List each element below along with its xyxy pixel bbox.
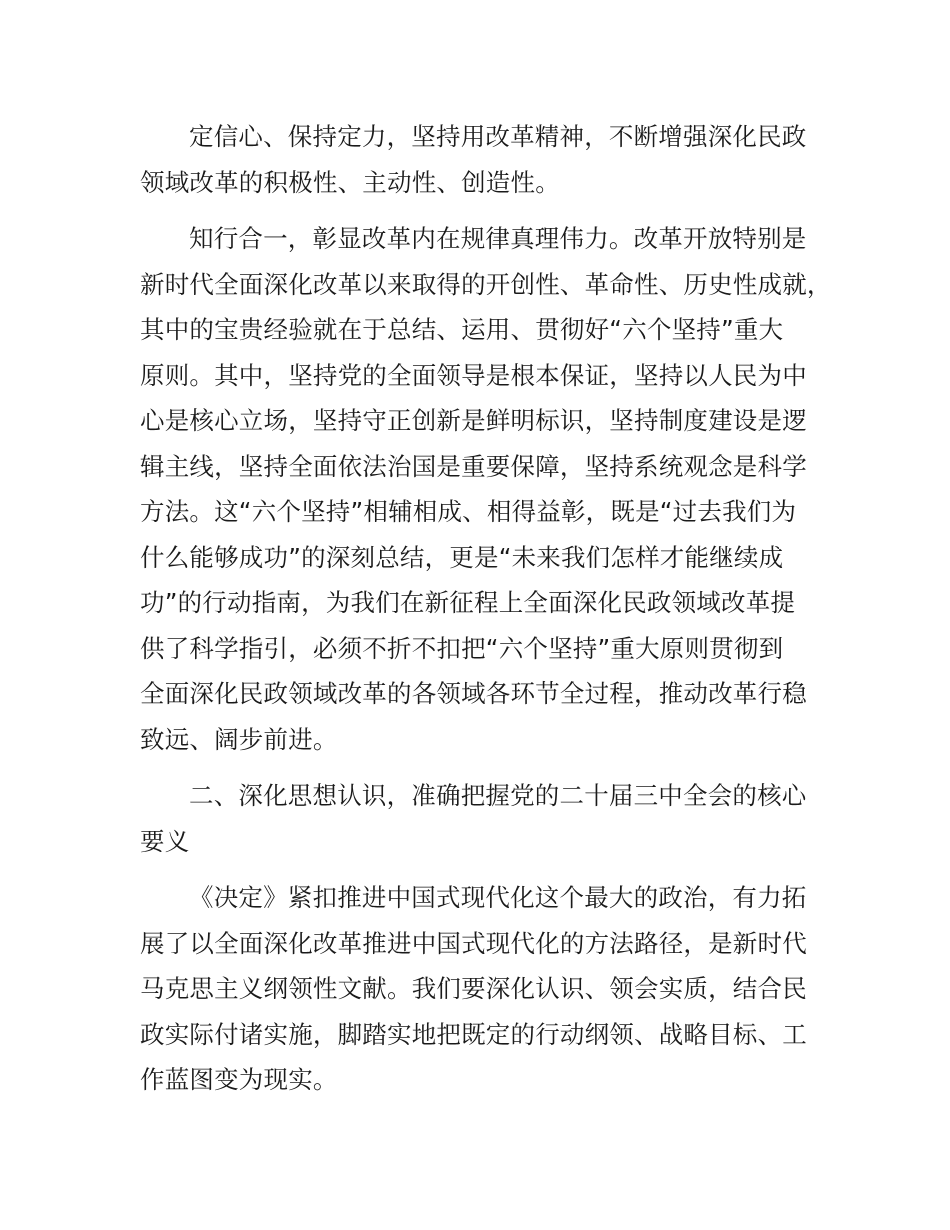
text-line: 功”的行动指南，为我们在新征程上全面深化民政领域改革提: [140, 588, 796, 617]
section-heading-2: [140, 773, 840, 864]
text-line: 知行合一，彰显改革内在规律真理伟力。改革开放特别是: [189, 224, 807, 253]
text-line: 辑主线，坚持全面依法治国是重要保障，坚持系统观念是科学: [140, 451, 807, 481]
text-line: 展了以全面深化改革推进中国式现代化的方法路径，是新时代: [140, 928, 807, 958]
text-line: 作蓝图变为现实。: [140, 1065, 338, 1094]
document-body: [140, 114, 840, 1114]
text-line: 方法。这“六个坚持”相辅相成、相得益彰，既是“过去我们为: [140, 497, 797, 526]
text-line: 致远、阔步前进。: [140, 724, 338, 754]
text-line: 定信心、保持定力，坚持用改革精神，不断增强深化民政: [189, 122, 807, 151]
text-line: 新时代全面深化改革以来取得的开创性、革命性、历史性成就，: [140, 269, 832, 299]
text-line: 领域改革的积极性、主动性、创造性。: [140, 167, 560, 197]
text-line: 二、深化思想认识，准确把握党的二十届三中全会的核心: [189, 781, 807, 810]
paragraph-2: [140, 216, 840, 762]
paragraph-1: [140, 114, 840, 205]
text-line: 《决定》紧扣推进中国式现代化这个最大的政治，有力拓: [189, 883, 807, 912]
paragraph-4: [140, 875, 840, 1103]
text-line: 政实际付诸实施，脚踏实地把既定的行动纲领、战略目标、工: [140, 1019, 807, 1049]
text-line: 什么能够成功”的深刻总结，更是“未来我们怎样才能继续成: [140, 542, 784, 572]
text-line: 其中的宝贵经验就在于总结、运用、贯彻好“六个坚持”重大: [140, 315, 784, 344]
text-line: 供了科学指引，必须不折不扣把“六个坚持”重大原则贯彻到: [140, 633, 784, 663]
text-line: 原则。其中，坚持党的全面领导是根本保证，坚持以人民为中: [140, 360, 807, 390]
text-line: 心是核心立场，坚持守正创新是鲜明标识，坚持制度建设是逻: [140, 406, 807, 435]
text-line: 全面深化民政领域改革的各领域各环节全过程，推动改革行稳: [140, 679, 807, 708]
text-line: 马克思主义纲领性文献。我们要深化认识、领会实质，结合民: [140, 974, 807, 1003]
text-line: 要义: [140, 826, 190, 856]
